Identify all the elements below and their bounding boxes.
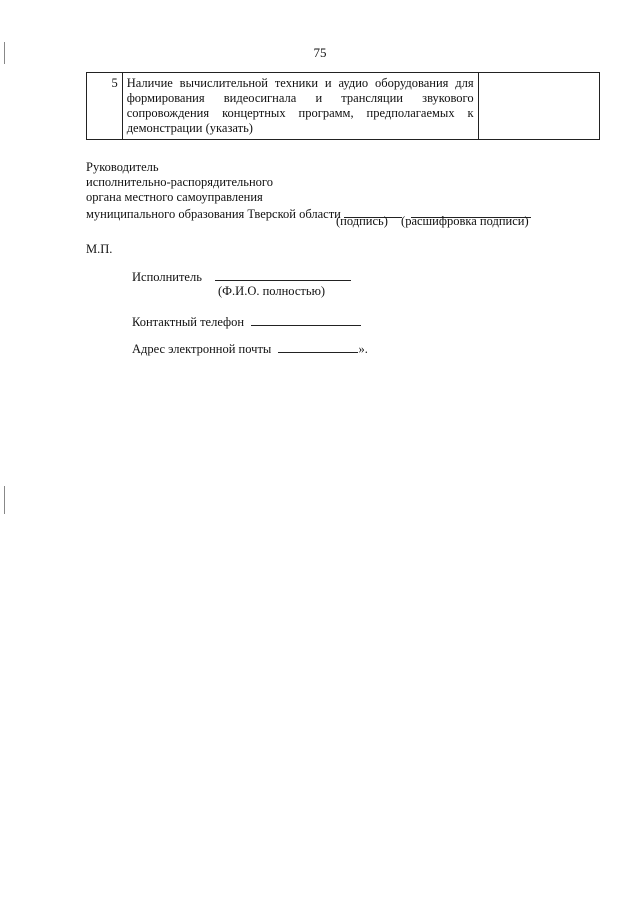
row-text: Наличие вычислительной техники и аудио оборудования для формирования видеосигнала и трансляции звукового сопровождения концертных программ, предполагаемых к демонстрации (указать) <box>122 73 478 140</box>
signature-hint: (подпись) <box>336 214 388 228</box>
executor-label: Исполнитель <box>132 270 202 284</box>
row-value-cell <box>478 73 599 140</box>
page-number: 75 <box>313 45 327 60</box>
stamp-label: М.П. <box>86 242 113 256</box>
executor-line <box>132 268 351 285</box>
email-label: Адрес электронной почты <box>132 342 272 356</box>
email-closing: ». <box>358 342 368 356</box>
executor-hint: (Ф.И.О. полностью) <box>218 284 326 298</box>
scan-margin-mark <box>4 42 5 64</box>
row-number: 5 <box>87 73 123 140</box>
phone-label: Контактный телефон <box>132 315 245 329</box>
criteria-table <box>86 72 600 140</box>
scan-margin-mark <box>4 486 5 514</box>
executor-field[interactable] <box>215 268 351 281</box>
email-field[interactable] <box>278 340 358 353</box>
signature-hints <box>336 214 529 229</box>
head-title-line1: Руководитель <box>86 160 159 174</box>
phone-line <box>132 313 361 330</box>
phone-field[interactable] <box>251 313 361 326</box>
table-row <box>87 73 600 140</box>
head-title-line4-text: муниципального образования Тверской области <box>86 207 341 221</box>
head-title-line2: исполнительно-распорядительного <box>86 175 273 189</box>
head-title-line3: органа местного самоуправления <box>86 190 263 204</box>
decryption-hint: (расшифровка подписи) <box>401 214 529 228</box>
email-line <box>132 340 368 357</box>
signature-block <box>86 160 531 222</box>
